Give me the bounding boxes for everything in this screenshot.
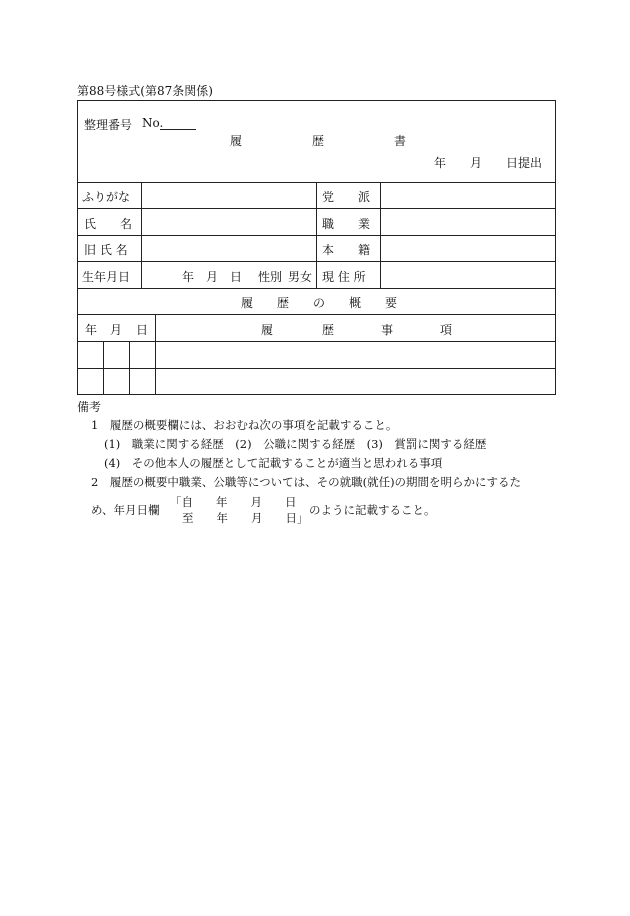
title-char-2: 歴 (312, 134, 325, 148)
note-1: 1 履歴の概要欄には、おおむね次の事項を記載すること。 (91, 418, 398, 432)
notes-heading: 備考 (77, 400, 102, 414)
submit-year: 年 (434, 156, 447, 170)
col-divider (103, 341, 104, 395)
serial-no: No. (142, 116, 164, 130)
note-2-prefix: め、年月日欄 (91, 503, 160, 517)
serial-label: 整理番号 (84, 118, 133, 132)
note-1-sub-1: (1) 職業に関する経歴 (2) 公職に関する経歴 (3) 賞罰に関する経歴 (104, 437, 487, 451)
birthdate-label: 生年月日 (82, 270, 131, 284)
row-divider (78, 314, 555, 315)
former-name-label: 旧 氏 名 (84, 243, 128, 257)
birthdate-fill: 年 月 日 (182, 270, 243, 284)
resume-form (77, 100, 556, 395)
note-2-to: 至 年 月 日」 (182, 511, 309, 525)
gender-label: 性別 (258, 270, 283, 284)
note-2-from: 「自 年 月 日 (170, 495, 297, 509)
party-label: 党 派 (322, 190, 371, 204)
title-char-3: 書 (394, 134, 407, 148)
items-char-4: 項 (440, 323, 453, 337)
col-divider (380, 182, 381, 288)
row-divider (78, 341, 555, 342)
serial-underline[interactable] (160, 129, 196, 130)
furigana-label: ふりがな (82, 190, 131, 204)
note-1-sub-2: (4) その他本人の履歴として記載することが適当と思われる事項 (104, 456, 443, 470)
row-divider (78, 288, 555, 289)
col-divider (155, 314, 156, 395)
col-divider (129, 341, 130, 395)
items-char-2: 歴 (322, 323, 335, 337)
items-char-1: 履 (261, 323, 274, 337)
submit-month: 月 (470, 156, 483, 170)
col-month: 月 (110, 323, 123, 337)
occupation-label: 職 業 (322, 217, 371, 231)
note-2-line-1: 2 履歴の概要中職業、公職等については、その就職(就任)の期間を明らかにするた (91, 475, 522, 489)
note-2-suffix: のように記載すること。 (309, 503, 436, 517)
summary-title: 履 歴 の 概 要 (241, 296, 398, 310)
row-divider (78, 368, 555, 369)
col-day: 日 (136, 323, 149, 337)
form-number: 第88号様式(第87条関係) (77, 84, 213, 98)
domicile-label: 本 籍 (322, 243, 371, 257)
submit-day: 日提出 (506, 156, 543, 170)
col-year: 年 (85, 323, 98, 337)
items-char-3: 事 (381, 323, 394, 337)
title-char-1: 履 (230, 134, 243, 148)
name-label: 氏 名 (84, 217, 133, 231)
gender-options: 男女 (288, 270, 313, 284)
col-divider (141, 182, 142, 288)
col-divider (316, 182, 317, 288)
address-label: 現 住 所 (322, 270, 366, 284)
